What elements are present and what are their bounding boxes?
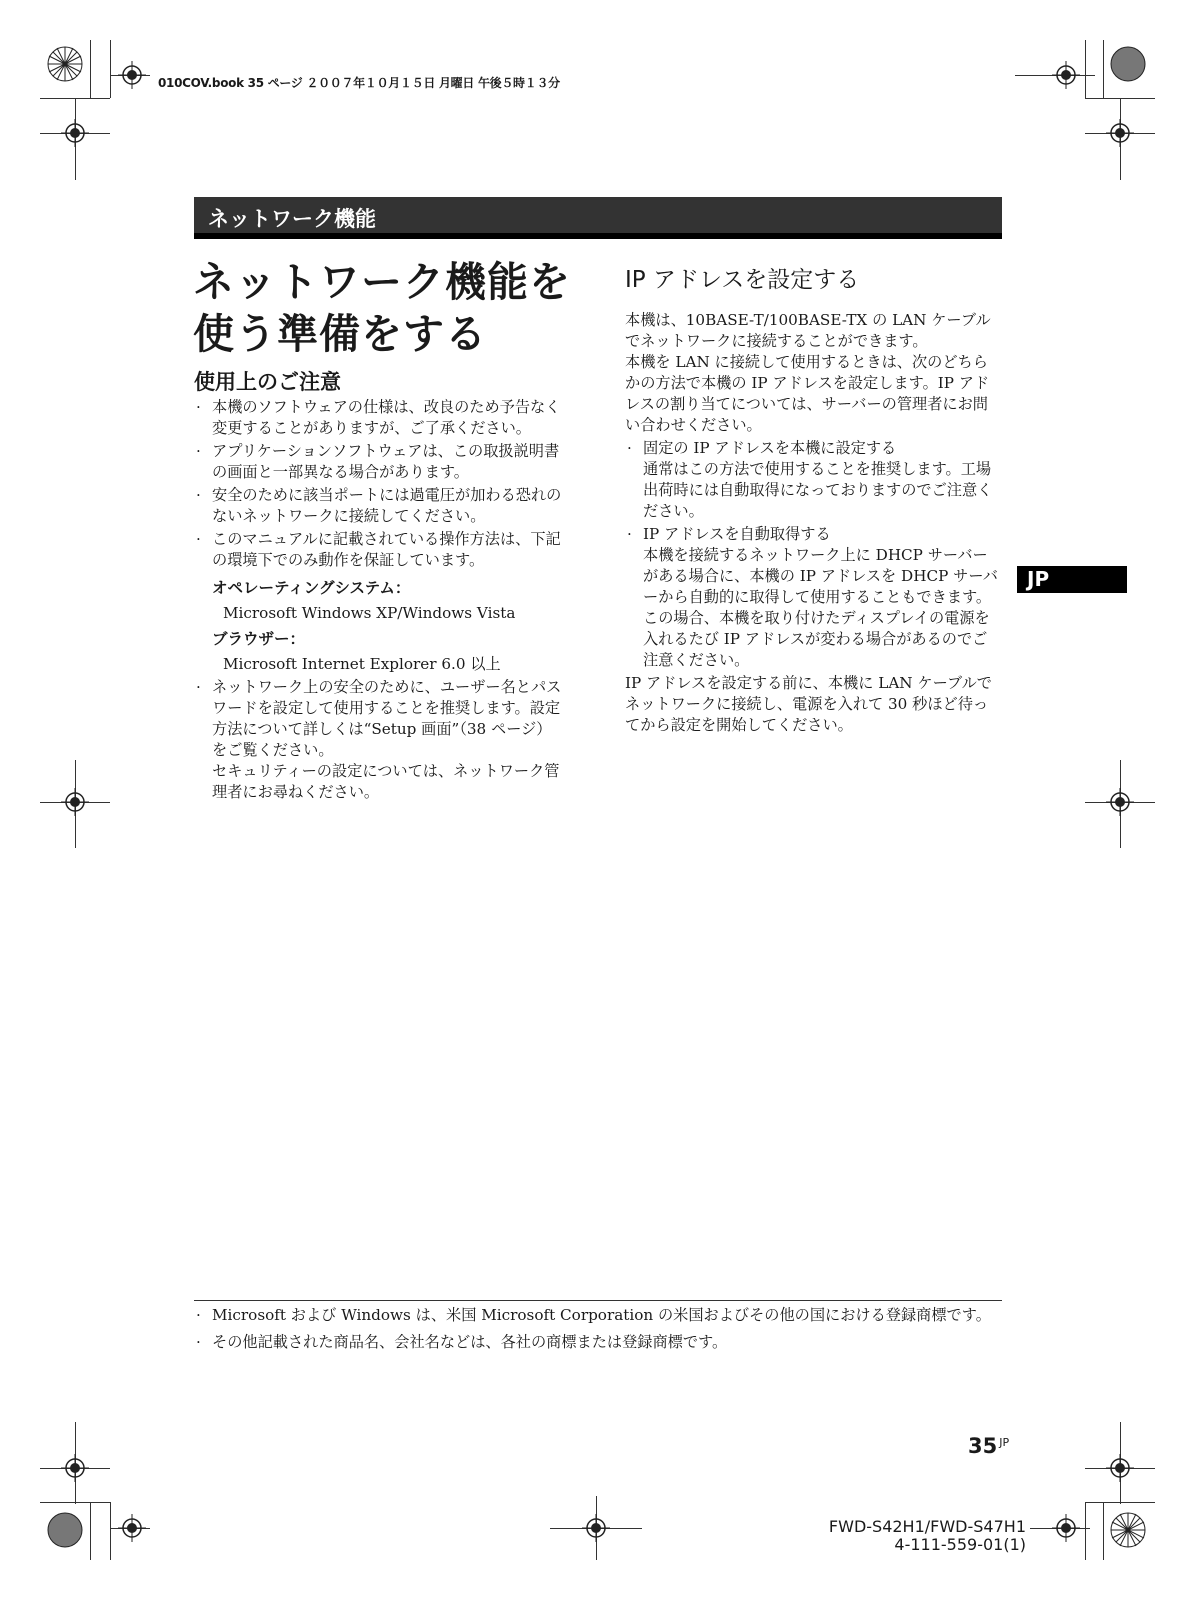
subheading-precautions: 使用上のご注意 [194,370,341,394]
page-title-line-2: 使う準備をする [193,310,487,358]
footnote-item: · Microsoft および Windows は、米国 Microsoft Corporation の米国およびその他の国における登録商標です。 [194,1305,1002,1326]
list-item-continuation: セキュリティーの設定については、ネットワーク管理者にお尋ねください。 [212,762,560,801]
registration-mark-icon [1052,1514,1080,1542]
list-item-title: · IP アドレスを自動取得する [625,524,1002,545]
paragraph: IP アドレスを設定する前に、本機に LAN ケーブルでネットワークに接続し、電源を入れて 30 秒ほど待ってから設定を開始してください。 [625,674,992,734]
ip-heading: IP アドレスを設定する [625,267,860,293]
section-header-bar [194,197,1002,239]
paragraph: 本機を LAN に接続して使用するときは、次のどちらかの方法で本機の IP アドレスを設定します。IP アドレスの割り当てについては、サーバーの管理者にお問い合わせください。 [625,353,990,434]
os-value: Microsoft Windows XP/Windows Vista [223,604,516,622]
registration-mark-icon [1106,119,1134,147]
gray-patch-mark-icon [47,1512,83,1548]
list-item: · このマニュアルに記載されている操作方法は、下記の環境下でのみ動作を保証しています。 [194,529,566,571]
list-item-title: · 固定の IP アドレスを本機に設定する [625,438,1002,459]
footnote-divider [194,1300,1002,1301]
registration-mark-icon [61,1454,89,1482]
starburst-mark-icon [47,46,83,82]
registration-mark-icon [118,61,146,89]
footnote-item: · その他記載された商品名、会社名などは、各社の商標または登録商標です。 [194,1332,1002,1353]
precautions-list [194,397,566,803]
page-number [968,1434,1009,1458]
book-info: 010COV.book 35 ページ ２００７年１０月１５日 月曜日 午後５時１３分 [158,76,560,90]
footnotes [194,1305,1002,1353]
os-label: オペレーティングシステム： [212,579,411,597]
list-item: · ネットワーク上の安全のために、ユーザー名とパスワードを設定して使用することを推奨します。設定方法について詳しくは“Setup 画面”（38 ページ）をご覧ください。 [194,677,566,761]
registration-mark-icon [582,1514,610,1542]
registration-mark-icon [1052,61,1080,89]
list-item: · 安全のために該当ポートには過電圧が加わる恐れのないネットワークに接続してください。 [194,485,566,527]
list-item: · 本機のソフトウェアの仕様は、改良のため予告なく変更することがありますが、ご了承ください。 [194,397,566,439]
gray-patch-mark-icon [1110,46,1146,82]
starburst-mark-icon [1110,1512,1146,1548]
browser-value: Microsoft Internet Explorer 6.0 以上 [223,655,501,673]
page-number-value: 35 [968,1434,998,1458]
registration-mark-icon [1106,1454,1134,1482]
model-info [829,1518,1026,1554]
registration-mark-icon [118,1514,146,1542]
ip-section [625,310,1002,736]
part-number: 4-111-559-01(1) [894,1535,1026,1554]
registration-mark-icon [61,788,89,816]
browser-label: ブラウザー： [212,630,306,648]
registration-mark-icon [61,119,89,147]
section-title: ネットワーク機能 [208,207,376,231]
model-name: FWD-S42H1/FWD-S47H1 [828,1517,1026,1536]
language-tab [1017,566,1127,593]
registration-mark-icon [1106,788,1134,816]
page-title-line-1: ネットワーク機能を [193,258,571,306]
paragraph: 本機は、10BASE-T/100BASE-TX の LAN ケーブルでネットワークに接続することができます。 [625,311,991,350]
page-title [193,256,593,360]
list-item: · アプリケーションソフトウェアは、この取扱説明書の画面と一部異なる場合があります。 [194,441,566,483]
list-item-text: 本機を接続するネットワーク上に DHCP サーバーがある場合に、本機の IP アドレスを DHCP サーバーから自動的に取得して使用することもできます。この場合、本機を取り付けたディスプレイの電源を入れるたび IP アドレスが変わる場合があるのでご注意ください。 [643,546,998,669]
list-item-text: 通常はこの方法で使用することを推奨します。工場出荷時には自動取得になっておりますのでご注意ください。 [643,460,993,520]
language-tab-label: JP [1027,567,1050,591]
page-number-suffix: JP [999,1436,1010,1449]
